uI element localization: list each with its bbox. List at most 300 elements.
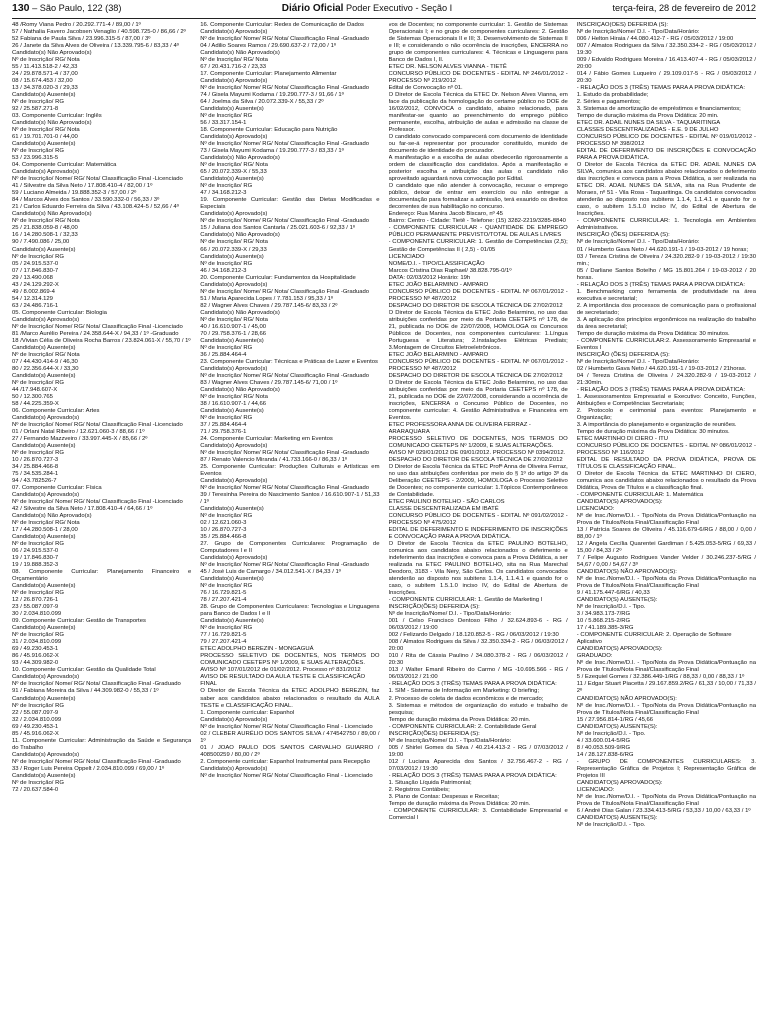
text-line: Nº de Inscrição/ RG — [200, 513, 253, 520]
text-line: Candidato(s) Não Aprovado(s) — [200, 50, 280, 57]
text-line: Tempo de duração máxima da Prova Didática: 30 minutos. — [576, 330, 730, 337]
text-line: Candidato(s) Ausente(s) — [200, 618, 264, 625]
text-line: 05 / 24.915.537-0 — [12, 260, 59, 267]
text-line: ETEC DR. NELSON ALVES VIANNA - TIETÊ — [388, 64, 507, 71]
text-line: Candidato(s) Não Aprovado(s) — [12, 120, 92, 127]
text-line: Candidato(s) Ausente(s) — [12, 442, 76, 449]
text-line: Nº de Inscrição/ RG — [200, 583, 253, 590]
text-line: 3. A aplicação dos princípios ergonômicos na realização do trabalho da área secretarial; — [576, 316, 756, 330]
text-line: Nº de Inscrição/ RG — [12, 379, 64, 386]
text-line: 86 / 45.916.062-X — [12, 653, 59, 660]
text-line: 01 / Humberto Gava Neto / 44.620.191-1 / 19-03-2012 / 19 horas; — [576, 246, 749, 253]
text-line: Nº de Inscrição/ Nome/ RG/ Nota/ Classificação Final -Graduado — [200, 562, 370, 569]
text-line: 11. Componente Curricular: Administração da Saúde e Segurança do Trabalho — [12, 737, 192, 751]
text-line: CONCURSO PÚBLICO DE DOCENTES - EDITAL Nº 067/01/2012 - PROCESSO Nº 487/2012 — [388, 288, 568, 302]
text-line: 34 / 25.884.466-8 — [12, 463, 59, 470]
text-line: Nº de Inscrição/ RG — [12, 253, 64, 260]
text-line: 002 / Felizardo Delgado / 18.120.852-5 - RG / 06/03/2012 / 19:30 — [388, 632, 559, 639]
text-line: 010 / Rita de Cássia Paulino / 34.080.378-2 - RG / 06/03/2012 / 20:30 — [388, 653, 568, 667]
text-line: DESPACHO DO DIRETOR DE ESCOLA TÉCNICA DE 27/02/2012 — [388, 302, 563, 309]
text-line: Candidato(s) Ausente(s) — [12, 246, 76, 253]
text-line: 007 / Almatos Rodrigues da Silva / 32.350.334-2 - RG / 05/03/2012 / 19:30 — [576, 43, 756, 57]
text-line: 41 / Silvestre da Silva Neto / 17.808.410-4 / 82,00 / 1º — [12, 183, 153, 190]
text-line: Candidato(s) Aprovado(s) — [12, 751, 80, 758]
text-line: 78 / 27.207.421-4 — [200, 597, 247, 604]
text-line: Nº de Insc./Nome/D.I. - Tipo/Nota da Prova Didática/Pontuação na Prova de Títulos/Nota Final/Classificação Final — [576, 576, 756, 590]
text-line: - COMPONENTE CURRICULAR:2. Assessoramento Empresarial e Eventos I — [576, 337, 756, 351]
text-line: AVISO Nº 029/01/2012 DE 09/01/2012. PROCESSO Nº 0394/2012. — [388, 449, 566, 456]
text-line: 28. Grupo de Componentes Curriculares: Tecnologias e Linguagens para Banco de Dados I e II — [200, 604, 380, 618]
text-line: Nº de Insc./Nome/D.I. - Tipo/Nota da Prova Didática/Pontuação na Prova de Títulos/Nota Final/Classificação Final — [576, 513, 756, 527]
text-line: 24 / 29.878.571-4 / 37,00 — [12, 71, 78, 78]
text-line: Candidato(s) Ausente(s) — [12, 625, 76, 632]
text-line: Nº de Inscrição/ Nome/ RG/ Nota/ Classificação Final -Graduado — [200, 288, 370, 295]
text-line: 64 / Joelma da Silva / 20.072.339-X / 55,33 / 2º — [200, 99, 324, 106]
text-line: 27. Grupo de Componentes Curriculares: Programação de Computadores I e II — [200, 541, 380, 555]
text-column-3 — [389, 22, 568, 1022]
text-line: Nº de Inscrição/ Nome/ RG/ Nota/ Classificação Final -Graduado — [12, 758, 181, 765]
text-line: 51 / Maria Aparecida Lopes / 7.781.153 / 95,33 / 1º — [200, 295, 334, 302]
text-line: Nº de Inscrição/ RG/ Nota — [12, 218, 80, 225]
text-line: INSCRIÇÃO(ÕES) DEFERIDA (S): — [388, 604, 480, 611]
text-line: LICENCIADO: — [576, 506, 615, 513]
text-line: 29 / 13.490.068 — [12, 274, 53, 281]
text-line: Nº de Inscrição/ RG — [200, 625, 253, 632]
text-line: 15 / Juliana dos Santos Cantarla / 25.021.603-6 / 92,33 / 1º — [200, 225, 356, 232]
text-line: - COMPONENTE CURRICULAR: 1. Tecnologia em Ambientes Administrativos. — [576, 218, 756, 232]
text-line: 012 / Luciana Aparecida dos Santos / 32.756.467-2 - RG / 07/03/2012 / 19:30 — [388, 758, 568, 772]
text-line: 26 / Janete da Silva Alves de Oliveira / 13.339.795-6 / 83,33 / 4º — [12, 43, 179, 50]
header-rule — [12, 18, 756, 19]
text-line: Nº de Insc./Nome/D.I. - Tipo/Nota da Prova Didática/Pontuação na Prova de Títulos/Nota Final/Classificação Final — [576, 660, 756, 674]
text-line: CONCURSO PÚBLICO DE DOCENTES - EDITAL Nº 019/01/2012 - PROCESSO Nº 398/2012 — [576, 134, 756, 148]
text-line: Nº de Inscrição/Nome/ D.I. - Tipo/Data/Horário: — [576, 239, 700, 246]
text-line: ETEC DR. ADAIL NUNES DA SILVA - TAQUARITINGA — [576, 120, 721, 127]
text-line: 20. Componente Curricular: Fundamentos da Hospitalidade — [200, 274, 356, 281]
text-line: 48 /Romy Viana Pedro / 20.292.771-4 / 89,00 / 1º — [12, 22, 141, 28]
text-line: Nº de Inscrição/ Nome/ RG/ Nota/ Classificação Final -Graduado — [200, 218, 370, 225]
page-number: 130 — [12, 2, 30, 14]
text-line: 61 / 19.701.701-0 / 44,00 — [12, 134, 78, 141]
text-line: Nº de Inscrição/ Nome/ RG/ Nota/ Classificação Final -Graduado — [200, 36, 370, 43]
text-line: 17. Componente Curricular: Planejamento Alimentar — [200, 71, 337, 78]
text-line: Nº de Inscrição/ RG/ Nota — [12, 57, 80, 64]
text-line: - COMPONENTE CURRICULAR: 2. Operação de Software Aplicativo — [576, 632, 732, 646]
text-line: Candidato(s) Aprovado(s) — [200, 211, 268, 218]
text-line: Bairro: Centro - Cidade: Tietê - Telefone: (15) 3282-2219/3285-8840 — [388, 218, 566, 225]
text-line: 3. Sistemas de amortização de empréstimos e financiamentos; — [576, 106, 741, 113]
text-line: 75 / 34.535.284-1 — [12, 471, 59, 477]
text-line: 009 / Edvaldo Rodrigues Moreira / 16.413.407-4 - RG / 05/03/2012 / 20:00 — [576, 57, 756, 71]
text-line: 03. Componente Curricular: Inglês — [12, 113, 102, 120]
text-line: 04 / Adilio Soares Ramos / 29.690.637-2 / 72,00 / 1º — [200, 43, 337, 50]
text-line: Nº de Inscrição/ RG — [12, 632, 64, 639]
text-line: O Diretor de Escola Técnica da ETEC ADOLPHO BEREZIN, faz saber aos candidatos abaixo relacionados o resultado da AULA TESTE e CLASSIFICAÇÃO FINAL. — [200, 688, 380, 709]
text-line: 06 / 24.915.537-0 — [12, 548, 59, 555]
text-line: Candidato(s) Não Aprovado(s) — [200, 309, 280, 316]
text-line: Nº de Inscrição/ RG — [200, 344, 253, 351]
text-line: 19. Componente Curricular: Gestão das Dietas Modificadas e Especiais — [200, 197, 380, 211]
text-line: Nº de Inscrição/ Nome/ RG/ Nota/ Classificação Final -Licenciado — [12, 421, 183, 428]
text-line: 79 / 27.207.421-4 — [200, 639, 247, 646]
text-line: 04. Componente Curricular: Matemática — [12, 162, 117, 169]
text-line: 01 / JOAO PAULO DOS SANTOS CARVALHO GUIARRO / 408500259 / 80,00 / 2º — [200, 744, 380, 758]
text-line: Nº de Inscrição/ Nome/ RG/ Nota/ Classificação Final -Graduado — [200, 372, 370, 379]
text-line: Nº de Inscrição/ RG/ Nota — [200, 316, 268, 323]
text-line: CONCURSO PÚBLICO DE DOCENTES - EDITAL Nº 086/01/2012 - PROCESSO Nº 116/2012 — [576, 442, 756, 456]
text-line: 37 / 25.884.464-4 — [200, 421, 247, 428]
text-line: 18. Componente Curricular: Educação para Nutrição — [200, 127, 338, 134]
text-line: 65 / 20.072.339-X / 55,33 — [200, 169, 267, 176]
text-line: O Diretor de Escola Técnica da ETEC MARTINHO DI CIERO, comunica aos candidatos abaixo relacionados o resultado da Prova Didática, Prova de Títulos e a classificação final. — [576, 471, 756, 492]
text-line: ETEC ADOLPHO BEREZIN - MONGAGUÁ — [200, 646, 314, 653]
text-line: Tempo de duração máxima da Prova Didática: 20 min. — [388, 800, 531, 807]
text-line: 02 / Humberto Gava Neto / 44.620.191-1 / 19-03-2012 / 21horas. — [576, 365, 747, 372]
text-line: 25 / 21.838.059-8 / 48,00 — [12, 225, 78, 232]
text-line: Nº de Inscrição/ Nome/ RG/ Nota/ Classificação Final -Graduado — [200, 141, 370, 148]
text-line: Candidato(s) Aprovado(s) — [200, 134, 268, 141]
text-line: 09. Componente Curricular: Gestão de Transportes — [12, 618, 146, 625]
text-line: 73 / Gisela Mayumi Kodama / 19.290.777-3 / 83,33 / 1º — [200, 148, 344, 155]
text-line: Nº de Inscrição/ Nome/ RG/ Nota/ Classificação Final -Licenciado — [12, 323, 183, 330]
text-line: 1. Assessoramentos Empresarial e Executivo: Conceito, Funções, Atribuições e Competências Secretariais; — [576, 393, 756, 407]
text-line: 87 / Renato Valencio Miranda / 41.733.166-0 / 86,33 / 1º — [200, 456, 348, 463]
text-line: Nº de Inscrição/ RG — [12, 449, 64, 456]
text-line: 94 / 43.782526-7 — [12, 478, 57, 485]
text-line: 10. Componente Curricular: Gestão da Qualidade Total — [12, 667, 156, 674]
text-line: Nº de Inscrição/ Nome/ RG/ Nota/ Classificação Final -Graduado — [200, 449, 370, 456]
text-line: 49 / 8.002.869-4 — [12, 288, 55, 295]
text-line: 08. Componente Curricular: Planejamento Financeiro e Orçamentário — [12, 569, 192, 583]
text-line: 7 / Felipe Augusto Rodrigues Vander Velder / 30.246.237-5/RG / 54,67 / 0,00 / 54,67 / 3º — [576, 555, 756, 569]
text-line: Candidato(s) Ausente(s) — [12, 695, 76, 702]
text-line: Nº de Inscrição/ RG — [12, 99, 64, 106]
text-line: 52 Fabiana de Paula Silva / 23.996.315-5 / 87,00 / 3º — [12, 36, 151, 43]
text-line: CANDIDATO(S) AUSENTE(S): — [576, 814, 658, 821]
text-line: 67 / 20.431.716-2 / 23,33 — [200, 64, 267, 71]
text-line: Nº de Inscrição/ RG/ Nota — [200, 239, 268, 246]
text-line: - RELAÇÃO DOS 3 (TRÊS) TEMAS PARA A PROVA DIDÁTICA: — [576, 85, 745, 92]
text-line: Candidato(s) Aprovado(s) — [200, 442, 268, 449]
text-line: CONCURSO PÚBLICO DE DOCENTES - EDITAL Nº 067/01/2012 - PROCESSO Nº 487/2012 — [388, 358, 568, 372]
text-line: 42 / Silvestre da Silva Neto / 17.808.410-4 / 64,66 / 1º — [12, 506, 153, 513]
text-line: Nº de Inscrição/ Nome/ RG/ Nota/ Classificação Final -Licenciado — [12, 176, 183, 183]
text-line: 23 / 55.087.097-9 — [12, 604, 59, 611]
text-line: Nº de Inscrição/Nome/ D.I. - Tipo/Data/Horário: — [388, 611, 512, 618]
text-line: 39 / Teresinha Pereira do Nascimento Santos / 16.610.907-1 / 51,33 / 1º — [200, 492, 380, 506]
text-line: 72 / 20.637.584-0 — [12, 786, 59, 793]
text-line: 93 / 44.309.982-0 — [12, 660, 59, 667]
text-line: - COMPONENTE CURRICULAR: 1. Matemática — [576, 492, 704, 499]
text-line: - COMPONENTE CURRICULAR: 2. Contabilidade Geral — [388, 723, 537, 730]
text-line: 54 / 12.314.129 — [12, 295, 53, 302]
text-line: Marcos Cristina Dias Raphael/ 38.828.795-0/1º — [388, 267, 512, 274]
text-line: Candidato(s) Ausente(s) — [200, 506, 264, 513]
text-line: O Diretor de Escola Técnica da ETEC PAULINO BOTELHO, comunica aos candidatos abaixo relacionados o deferimento e indeferimento das inscrições e convoca para a Prova Didática, a ser realizada na ETEC PAULINO BOTELHO, sita na Rua Marechal Deodoro, 3183 - Vila Nery, São Carlos. Os candidatos convocados atenderão ao disposto nos subitens 1.1.4, 1.1.4.1 e quando for o caso, o subitem 1.5.1.0 inciso IV, do Edital de Abertura de Inscrições. — [388, 541, 568, 597]
text-line: 9 / 41.175.447-6/RG / 40,33 — [576, 590, 650, 597]
text-line: Candidato(s) Aprovado(s) — [12, 169, 80, 176]
text-line: CLASSES DESCENTRALIZADAS - E.E. 9 DE JULHO — [576, 127, 719, 134]
text-line: ETEC MARTINHO DI CIERO - ITU — [576, 435, 668, 442]
text-line: 10 / 26.870.727-3 — [12, 456, 59, 463]
text-line: CANDIDATO(S) NÃO APROVADO(S): — [576, 695, 677, 702]
text-line: 6 / André Dias Galan / 23.334.413-5/RG / 53,33 / 10,00 / 63,33 / 1º — [576, 807, 751, 814]
text-line: 2. Processo de coleta de dados econômicos e de mercado; — [388, 695, 544, 702]
text-line: Tempo de duração máxima da Prova Didática: 30 minutos. — [576, 428, 730, 435]
text-line: Nº de Inscrição/ RG — [12, 702, 64, 709]
text-line: 15 / 27.956.814-1/RG / 45,66 — [576, 716, 654, 723]
text-line: 92 / 25.587.271-8 — [12, 106, 59, 113]
text-line: Candidato(s) Ausente(s) — [12, 772, 76, 779]
text-line: - RELAÇÃO DOS 3 (TRÊS) TEMAS PARA A PROVA DIDÁTICA: — [576, 281, 745, 288]
text-line: Candidato(s) Ausente(s) — [200, 176, 264, 183]
text-line: 16 / 14.280.508-1 / 32,33 — [12, 232, 78, 239]
text-line: Candidato(s) Ausente(s) — [12, 141, 76, 148]
text-line: 07 / 17.846.830-7 — [12, 267, 59, 274]
text-line: PROCESSO SELETIVO DE DOCENTES, NOS TERMOS DO COMUNICADO CEETEPS Nº 1/2009, E SUAS ALTERAÇÕES. — [388, 435, 568, 449]
text-line: Edital de Convocação nº 01. — [388, 85, 463, 92]
text-line: 1. Estudo da probabilidade; — [576, 92, 649, 99]
text-line: Candidato(s) Ausente(s) — [200, 106, 264, 113]
text-line: Nº de Inscrição/Nome/ D.I. - Tipo/Data/Horário: — [576, 29, 700, 36]
text-columns — [12, 22, 756, 1022]
text-line: Nº de Inscrição/ Nome/ RG/ Nota/ Classificação Final - Licenciado — [200, 772, 373, 779]
text-line: 36 / 25.884.464-4 — [200, 351, 247, 358]
text-line: 1. SIM - Sistema de Informação em Marketing: O briefing; — [388, 688, 540, 695]
text-line: 69 / 49.230.453-1 — [12, 723, 59, 730]
text-line: - COMPONENTE CURRICULAR: 1. Gestão de Marketing I — [388, 597, 543, 604]
text-line: 2. Protocolo e cerimonial para eventos: Planejamento e Organização; — [576, 407, 756, 421]
text-line: 59 / Luciano Almeida / 19.888.352-3 / 57,00 / 2º — [12, 190, 137, 197]
text-line: 21 / Carlos Eduardo Ferreira da Silva / 43.108.424-5 / 52,66 / 4º — [12, 204, 179, 211]
text-line: CANDIDATO(S) APROVADO(S): — [576, 779, 663, 786]
text-line: 24. Componente Curricular: Marketing em Eventos — [200, 435, 333, 442]
text-line: INSCRIÇÃO (ÕES) DEFERIDA (S): — [576, 351, 670, 358]
text-line: Candidato(s) Aprovado(s) — [200, 478, 268, 485]
text-line: 56 / 33.317.154-1 — [200, 120, 247, 127]
header-date: terça-feira, 28 de fevereiro de 2012 — [612, 3, 756, 13]
text-line: 005 / Shirlei Gomes da Silva / 40.214.413-2 - RG / 07/03/2012 / 19:00 — [388, 744, 568, 758]
text-line: 2. Componente curricular: Espanhol Instrumental para Recepção — [200, 758, 370, 765]
text-line: Nº de Inscrição/ RG — [200, 113, 253, 120]
text-line: - COMPONENTE CURRICULAR: 1. Gestão de Competências (2,5); Gestão de Competências II ( 2,5) - 01/05 — [388, 239, 568, 253]
text-line: Nº de Inscrição/ RG — [12, 541, 64, 548]
text-line: 77 / 16.729.821-5 — [200, 632, 247, 639]
text-line: 13 / Patrícia Soares de Oliveira / 45.116.679-6/RG / 88,00 / 0,00 / 88,00 / 1º — [576, 527, 756, 541]
text-line: - RELAÇÃO DOS 3 (TRÊS) TEMAS PARA A PROVA DIDÁTICA: — [388, 772, 557, 779]
text-line: CANDIDATO(S) NÃO APROVADO(S): — [576, 569, 677, 576]
text-line: CANDIDATO(S) AUSENTE(S): — [576, 597, 658, 604]
text-line: O Diretor de Escola Técnica da ETEC Profª Anna de Oliveira Ferraz, no uso das atribuições conferidas por meio do § 1º do artigo 3º da Deliberação CEETEPS - 2/2009, HOMOLOGA o Processo Seletivo de Docentes; no componente curricular: 1.Tópicos Contemporâneos de Contabilidade. — [388, 463, 568, 499]
text-line: Nº de Inscrição/ RG/ Nota — [12, 351, 80, 358]
text-line: 46 / 34.168.212-3 — [200, 267, 247, 274]
text-line: 91 / Fabiana Moreira da Silva / 44.309.982-0 / 55,33 / 1º — [12, 688, 159, 695]
text-line: 82 / Wagner Alves Chaves / 29.787.145-6/ 83,33 / 2º — [200, 302, 338, 309]
text-line: Nº de Inscrição/D.I. - Tipo. — [576, 821, 646, 828]
text-line: 55 / 11.413.518-2 / 42,33 — [12, 64, 78, 71]
text-line: O candidato convocado comparecerá com documento de identidade ou far-se-á representar por procurador constituído, munido de documento de identidade do procurador. — [388, 134, 568, 155]
text-line: Candidato(s) Não Aprovado(s) — [12, 513, 92, 520]
text-line: 013 / Walter Emanil Ribeiro do Carmo / MG -10.695.566 - RG / 06/03/2012 / 21:00 — [388, 667, 568, 681]
text-line: 63 / 24.486.716-1 — [12, 302, 59, 309]
text-line: 84 / Marcos Alves dos Santos / 33.590.332-0 / 56,33 / 3º — [12, 197, 160, 204]
text-line: LICENCIADO — [388, 253, 425, 260]
text-line: 2. Séries e pagamentos; — [576, 99, 641, 106]
text-line: 02 / CLEBER AURÉLIO DOS SANTOS SILVA / 474542750 / 89,00 / 1º — [200, 730, 380, 744]
text-line: Candidato(s) Ausente(s) — [12, 583, 76, 590]
text-line: 05. Componente Curricular: Biologia — [12, 309, 107, 316]
text-line: 45 / José Luis de Camargo / 34.012.541-X / 84,33 / 1º — [200, 569, 341, 576]
text-line: Nº de Inscrição/ RG/ Nota — [200, 393, 268, 400]
text-line: CANDIDATO(S) APROVADO(S): — [576, 499, 663, 506]
text-line: Nº de Insc./Nome/D.I. - Tipo/Nota da Prova Didática/Pontuação na Prova de Títulos/Nota Final/Classificação Final — [576, 793, 756, 807]
text-line: INSCRIÇÃO(ÕES) DEFERIDA (S): — [388, 730, 480, 737]
text-line: - COMPONENTE CURRICULAR: 3. Contabilidade Empresarial e Comercial I — [388, 807, 568, 821]
text-line: O Diretor de Escola Técnica da ETEC DR. ADAIL NUNES DA SILVA, comunica aos candidatos abaixo relacionados o deferimento das inscrições e convoca para a Prova Didática, a ser realizada na ETEC DR. ADAIL NUNES DA SILVA, sita na Rua Prudente de Moraes, nº 51 - Vila Rosa - Taquaritinga. Os candidatos convocados atenderão ao disposto nos subitens 1.1.4, 1.1.4.1 e quando for o caso, o subitem 1.5.1.0 inciso IV, do Edital de Abertura de Inscrições. — [576, 162, 756, 218]
text-line: Candidato(s) Aprovado(s) — [12, 316, 80, 323]
text-line: Candidato(s) Ausente(s) — [200, 253, 264, 260]
text-line: Nº de Inscrição/ RG — [12, 590, 64, 597]
text-line: Nº de Inscrição/ RG/ Nota — [200, 162, 268, 169]
text-line: 19 / 17.846.830-7 — [12, 555, 59, 562]
text-line: LICENCIADO: — [576, 786, 615, 793]
text-line: 13 / 34.378.020-3 / 29,33 — [12, 85, 78, 92]
text-line: 001 / Celso Francisco Dentoso Filho / 32.624.893-6 - RG / 06/03/2012 / 19:00 — [388, 618, 568, 632]
text-line: Candidato(s) Ausente(s) — [200, 337, 264, 344]
text-line: - RELAÇÃO DOS 3 (TRÊS) TEMAS PARA A PROVA DIDÁTICA: — [576, 386, 745, 393]
header-title — [282, 3, 452, 14]
text-line: A manifestação e a escolha de aulas obedecerão rigorosamente a ordem de classificação dos candidatos. Após a manifestação e posterior escolha e atribuição das aulas o candidato não aproveitado aguardará nova convocação por Edital. — [388, 155, 568, 183]
text-line: Candidato(s) Não Aprovado(s) — [200, 386, 280, 393]
text-line: 1. Benchmarking como ferramenta de produtividade na área executiva e secretarial; — [576, 288, 756, 302]
text-line: 44 /17.948.607-X — [12, 386, 58, 393]
text-line: GRADUADO: — [576, 653, 613, 660]
text-line: O Diretor de Escola Técnica da ETEC João Belarmino, no uso das atribuições conferidas por meio da Portaria CEETEPS nº 178, de 21, publicada no DOE de 22/07/2008, HOMOLOGA os Concursos Públicos de Docentes, nos componentes curriculares: 1.Língua Portuguesa e Literatura; 2.Instalações Elétricas Prediais; 3.Montagem de Circuitos Eletroeletrônicos. — [388, 309, 568, 351]
text-line: 90 / 7.490.086 / 25,00 — [12, 239, 70, 246]
text-line: Candidato(s) Aprovado(s) — [12, 492, 80, 499]
text-line: CANDIDATO(S) APROVADO(S): — [576, 646, 663, 653]
text-line: 06. Componente Curricular: Artes — [12, 407, 100, 414]
text-line: Candidato(s) Não Aprovado(s) — [12, 50, 92, 57]
text-line: ETEC PAULINO BOTELHO - SÃO CARLOS — [388, 499, 505, 506]
text-line: O candidato que não atender à convocação, recusar o emprego público, deixar de entrar em exercício ou não entregar a documentação para formalizar a admissão, terá exaurido os direitos decorrentes de sua habilitação no concurso. — [388, 183, 568, 211]
text-line: Nº de Inscrição/Nome/ D.I. - Tipo/Data/Horário: — [388, 737, 512, 744]
text-line: O Diretor de Escola Técnica da ETEC João Belarmino, no uso das atribuições conferidas por meio da Portaria CEETEPS nº 178, de 21, publicada no DOE de 22/07/2008, considerando a ocorrência de inscrições, ENCERRA o Concurso Público de Docentes, no componente curricular: 4. Gestão Administrativa e Financeira em Eventos. — [388, 379, 568, 421]
text-line: 1. Situação Líquida Patrimonial; — [388, 779, 472, 786]
text-line: DESPACHO DO DIRETOR DE ESCOLA TÉCNICA DE 27/02/2012 — [388, 456, 563, 463]
text-line: Tempo de duração máxima da Prova Didática: 20 min. — [576, 113, 719, 120]
text-line: Nº de Inscrição/ RG — [200, 414, 253, 421]
text-line: AVISO DE RESULTADO DA AULA TESTE E CLASSIFICAÇÃO FINAL — [200, 674, 366, 688]
text-line: 04 / Tereza Cristina de Oliveira / 24.320.282-9 / 19-03-2012 / 21:30min. — [576, 372, 756, 386]
text-line: Candidato(s) Não Aprovado(s) — [200, 155, 280, 162]
page-header — [12, 2, 756, 18]
text-line: Tempo de duração máxima da Prova Didática: 20 min. — [388, 716, 531, 723]
text-line: Nº de Inscrição/ Nome/ RG/ Nota/ Classificação Final - Licenciado — [200, 723, 373, 730]
text-line: 12 / Angela Cecília Quarentei Gardiman / 5.425.053-5/RG / 69,33 / 15,00 / 84,33 / 2º — [576, 541, 756, 555]
text-line: 16. Componente Curricular: Redes de Comunicação de Dados — [200, 22, 364, 28]
text-line: 11 / Edgar Stuart Piacetta / 29.167.859.2/RG / 61,33 / 10,00 / 71,33 / 2º — [576, 681, 756, 695]
text-line: Candidato(s) Não Aprovado(s) — [200, 232, 280, 239]
text-line: 07 / 44.430.414-9 / 46,30 — [12, 358, 78, 365]
text-line: CONCURSO PÚBLICO DE DOCENTES - EDITAL Nº 091/02/2012 - PROCESSO Nº 475/2012 — [388, 513, 568, 527]
text-line: 71 / 29.758.376-1 — [200, 428, 247, 435]
text-line: Nº de Insc./Nome/D.I. - Tipo/Nota da Prova Didática/Pontuação na Prova de Títulos/Nota Final/Classificação Final — [576, 702, 756, 716]
text-line: Candidato(s) Aprovado(s) — [200, 78, 268, 85]
text-line: 1. Componente curricular: Espanhol — [200, 709, 295, 716]
text-line: 70 / 29.758.376-1 / 28,66 — [200, 330, 267, 337]
text-line: ETEC JOÃO BELARMINO - AMPARO — [388, 281, 489, 288]
text-line: Candidato(s) Aprovado(s) — [200, 716, 268, 723]
text-line: EDITAL DE RESULTADO DA PROVA DIDÁTICA, PROVA DE TÍTULOS E CLASSIFICAÇÃO FINAL. — [576, 456, 756, 470]
text-line: 19 / 19.888.352-3 — [12, 562, 59, 569]
text-line: 10 / 26.870.727-3 — [200, 527, 247, 534]
text-line: Candidato(s) Ausente(s) — [200, 407, 264, 414]
text-line: Candidato(s) Não Aprovado(s) — [12, 211, 92, 218]
text-line: 3. A importância do planejamento e organização de reuniões. — [576, 421, 737, 428]
text-line: 02 / 12.621.060-3 — [200, 520, 247, 527]
text-line: 3. Plano de Contas: Despesas e Receitas; — [388, 793, 500, 800]
header-location: – São Paulo, 122 (38) — [32, 3, 122, 13]
text-line: CONCURSO PÚBLICO DE DOCENTES - EDITAL Nº 246/01/2012 - PROCESSO Nº 219/2012 — [388, 71, 568, 85]
text-line: Candidato(s) Aprovado(s) — [200, 281, 268, 288]
text-line: 17 / 41.189.385-3/RG — [576, 625, 634, 632]
text-line: 2. Registros Contábeis; — [388, 786, 450, 793]
text-line: Candidato(s) Aprovado(s) — [12, 674, 80, 681]
text-line: 69 / 49.230.453-1 — [12, 646, 59, 653]
text-line: Nº de Inscrição/ RG — [12, 148, 64, 155]
text-line: 81 /Marco Aurélio Pereira / 24.358.644-X / 94,33 / 1º -Graduado — [12, 330, 179, 337]
text-line: 03 / Tereza Cristina de Oliveira / 24.320.282-9 / 19-03-2012 / 19:30 min.; — [576, 253, 756, 267]
text-column-1 — [12, 22, 191, 1022]
text-line: 27 / Fernando Mazzveiro / 33.997.445-X / 85,66 / 2º — [12, 435, 148, 442]
text-line: 3 / 34.983.173-7/RG — [576, 611, 631, 618]
text-line: Candidato(s) Ausente(s) — [12, 534, 76, 541]
text-line: - GRUPO DE COMPONENTES CURRICULARES: 3. Representação Gráfica de Projetos I; Representação Gráfica de Projetos III — [576, 758, 756, 779]
text-line: DESPACHO DO DIRETOR DE ESCOLA TÉCNICA DE 27/02/2012 — [388, 372, 563, 379]
text-column-4 — [577, 22, 756, 1022]
text-line: 85 / 45.916.062-X — [12, 730, 59, 737]
text-line: ETEC PROFESSORA ANNA DE OLIVEIRA FERRAZ - ARARAQUARA — [388, 421, 531, 435]
text-line: 53 / 23.996.315-5 — [12, 155, 59, 162]
text-line: CANDIDATO(S) AUSENTE(S): — [576, 723, 658, 730]
text-line: Nº de Inscrição/ RG/ Nota — [200, 57, 268, 64]
text-column-2 — [200, 22, 379, 1022]
text-line: Nº de Inscrição/ RG — [200, 260, 253, 267]
text-line: 50 / 12.300.765 — [12, 393, 53, 400]
text-line: Candidato(s) Aprovado(s) — [12, 414, 80, 421]
text-line: 30 / 2.034.810.099 — [12, 611, 62, 618]
text-line: 05 / Darliane Santos Botelho / MG 15.801.264 / 19-03-2012 / 20 horas. — [576, 267, 756, 281]
text-line: EDITAL DE DEFERIMENTO DE INSCRIÇÕES E CONVOCAÇÃO PARA A PROVA DIDÁTICA. — [576, 148, 756, 162]
text-line: 76 / 16.729.821-5 — [200, 590, 247, 597]
text-line: 12 / 26.870.726-1 — [12, 597, 59, 604]
text-line: 40 / 16.610.907-1 / 45,00 — [200, 323, 267, 330]
header-title-bold: Diário Oficial — [281, 3, 344, 14]
text-line: 08 / 15.674.453 / 32,00 — [12, 78, 73, 85]
text-line: Candidato(s) Ausente(s) — [12, 344, 76, 351]
text-line: 83 / Wagner Alves Chaves / 29.787.145-6/ 71,00 / 1º — [200, 379, 338, 386]
text-line: 31 / 2.034.810.099 — [12, 639, 62, 646]
text-line: 38 / 16.610.907-1 / 44,66 — [200, 400, 267, 407]
text-line: - COMPONENTE CURRICULAR - QUANTIDADE DE EMPREGO PÚBLICO PERMANENTE PREVISTO/TOTAL DE AULAS LIVRES — [388, 225, 568, 239]
text-line: INSCRIÇÃO (ÕES) DEFERIDA (S): — [576, 232, 670, 239]
text-line: ETEC JOÃO BELARMINO - AMPARO — [388, 351, 489, 358]
text-line: 80 / 22.356.644-X / 33,30 — [12, 365, 79, 372]
text-line: 33 / Roger Luis Pereira Oppelt / 2.034.810.099 / 69,00 / 1º — [12, 765, 165, 772]
text-line: PROCESSO SELETIVO DE DOCENTES, NOS TERMOS DO COMUNICADO CEETEPS Nº 1/2009, E SUAS ALTERAÇÕES. — [200, 653, 380, 667]
text-line: Candidato(s) Aprovado(s) — [200, 555, 268, 562]
